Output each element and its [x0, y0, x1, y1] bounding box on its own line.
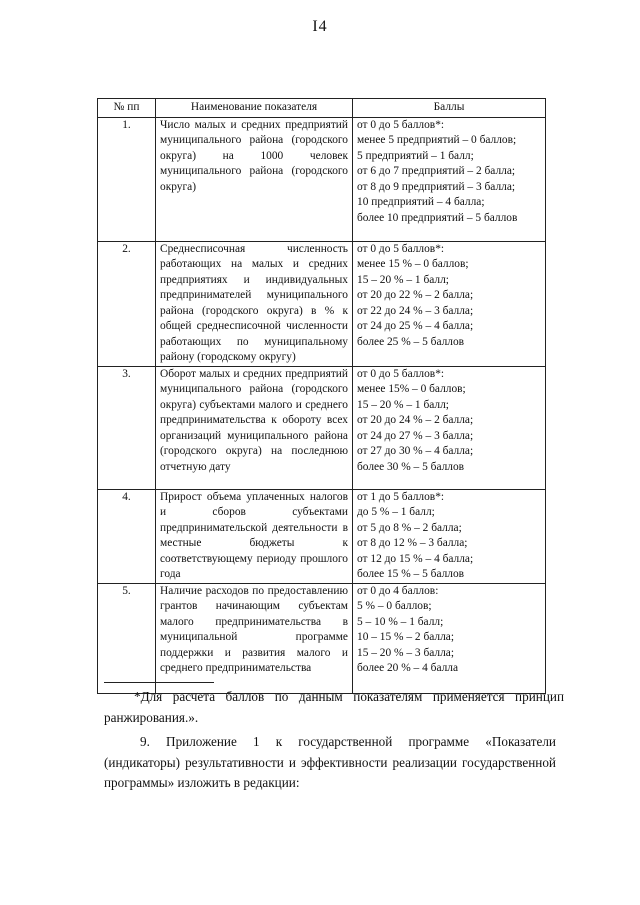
footnote-divider: [104, 682, 214, 683]
score-line: 5 % – 0 баллов;: [357, 600, 432, 612]
row-number: 5.: [98, 583, 156, 693]
row-number: 1.: [98, 117, 156, 241]
score-line: 15 – 20 % – 1 балл;: [357, 273, 449, 286]
row-number: 2.: [98, 241, 156, 366]
table-row: [98, 241, 546, 366]
row-number: 4.: [98, 489, 156, 583]
score-line: от 0 до 5 баллов*:: [357, 118, 445, 131]
score-line: менее 15% – 0 баллов;: [357, 383, 466, 395]
indicator-name: Оборот малых и средних предприятий муниципального района (городского округа) субъектами малого и среднего предпринимательства к обороту всех организаций муниципального района (городского округа) на последнюю отчетную дату: [156, 366, 353, 489]
score-line: 15 – 20 % – 3 балла;: [357, 646, 454, 659]
indicator-scores: [353, 489, 546, 583]
indicator-name: Наличие расходов по предоставлению грантов начинающим субъектам малого предпринимательства в муниципальной программе поддержки и развития малого и среднего предпринимательства: [156, 583, 353, 693]
score-line: от 27 до 30 % – 4 балла;: [357, 445, 474, 457]
score-line: от 20 до 22 % – 2 балла;: [357, 289, 474, 301]
score-line: 10 – 15 % – 2 балла;: [357, 631, 454, 643]
score-line: более 15 % – 5 баллов: [357, 568, 465, 580]
indicator-scores: [353, 366, 546, 489]
score-line: более 30 % – 5 баллов: [357, 460, 465, 473]
score-line: 5 – 10 % – 1 балл;: [357, 615, 444, 628]
score-line: от 24 до 25 % – 4 балла;: [357, 320, 474, 332]
footnote: *Для расчета баллов по данным показателям применяется принцип ранжирования.».: [104, 689, 564, 725]
score-line: от 22 до 24 % – 3 балла;: [357, 304, 474, 317]
score-line: от 20 до 24 % – 2 балла;: [357, 414, 474, 426]
score-line: 5 предприятий – 1 балл;: [357, 149, 474, 162]
indicator-name: Число малых и средних предприятий муниципального района (городского округа) на 1000 человек муниципального района (городского округа): [156, 117, 353, 241]
header-indicator-name: Наименование показателя: [156, 99, 353, 118]
score-line: более 10 предприятий – 5 баллов: [357, 211, 518, 224]
table-row: [98, 489, 546, 583]
indicator-name: Прирост объема уплаченных налогов и сборов субъектами предпринимательской деятельности в местные бюджеты к соответствующему периоду прошлого года: [156, 489, 353, 583]
score-line: от 0 до 5 баллов*:: [357, 242, 445, 255]
header-number: № пп: [98, 99, 156, 118]
score-line: менее 15 % – 0 баллов;: [357, 258, 469, 270]
indicator-scores: [353, 583, 546, 693]
score-line: от 0 до 4 баллов:: [357, 584, 439, 597]
score-line: от 24 до 27 % – 3 балла;: [357, 429, 474, 442]
score-line: от 5 до 8 % – 2 балла;: [357, 521, 462, 534]
score-line: от 12 до 15 % – 4 балла;: [357, 552, 474, 565]
indicator-name: Среднесписочная численность работающих на малых и средних предприятиях и индивидуальных предпринимателей муниципального района (городского округа) в % к общей среднесписочной численности работающих по муниципальному району (городскому округу): [156, 241, 353, 366]
header-scores: Баллы: [353, 99, 546, 118]
body-paragraph: 9. Приложение 1 к государственной программе «Показатели (индикаторы) результативности и эффективности реализации государственной программы» изложить в редакции:: [104, 734, 556, 790]
score-line: 10 предприятий – 4 балла;: [357, 196, 485, 208]
page-number: I4: [312, 18, 328, 35]
indicator-scores: [353, 241, 546, 366]
score-line: от 0 до 5 баллов*:: [357, 367, 445, 380]
table-row: [98, 583, 546, 693]
score-line: от 8 до 12 % – 3 балла;: [357, 537, 468, 549]
table-header-row: [98, 99, 546, 118]
score-line: более 20 % – 4 балла: [357, 662, 459, 674]
table-row: [98, 366, 546, 489]
score-line: от 8 до 9 предприятий – 3 балла;: [357, 180, 516, 193]
score-line: более 25 % – 5 баллов: [357, 335, 465, 348]
score-line: от 6 до 7 предприятий – 2 балла;: [357, 165, 516, 177]
score-line: менее 5 предприятий – 0 баллов;: [357, 134, 517, 146]
score-line: до 5 % – 1 балл;: [357, 506, 435, 518]
row-number: 3.: [98, 366, 156, 489]
score-line: 15 – 20 % – 1 балл;: [357, 398, 449, 411]
score-line: от 1 до 5 баллов*:: [357, 490, 445, 503]
table-row: [98, 117, 546, 241]
indicator-scores: [353, 117, 546, 241]
indicators-table: [97, 98, 546, 694]
